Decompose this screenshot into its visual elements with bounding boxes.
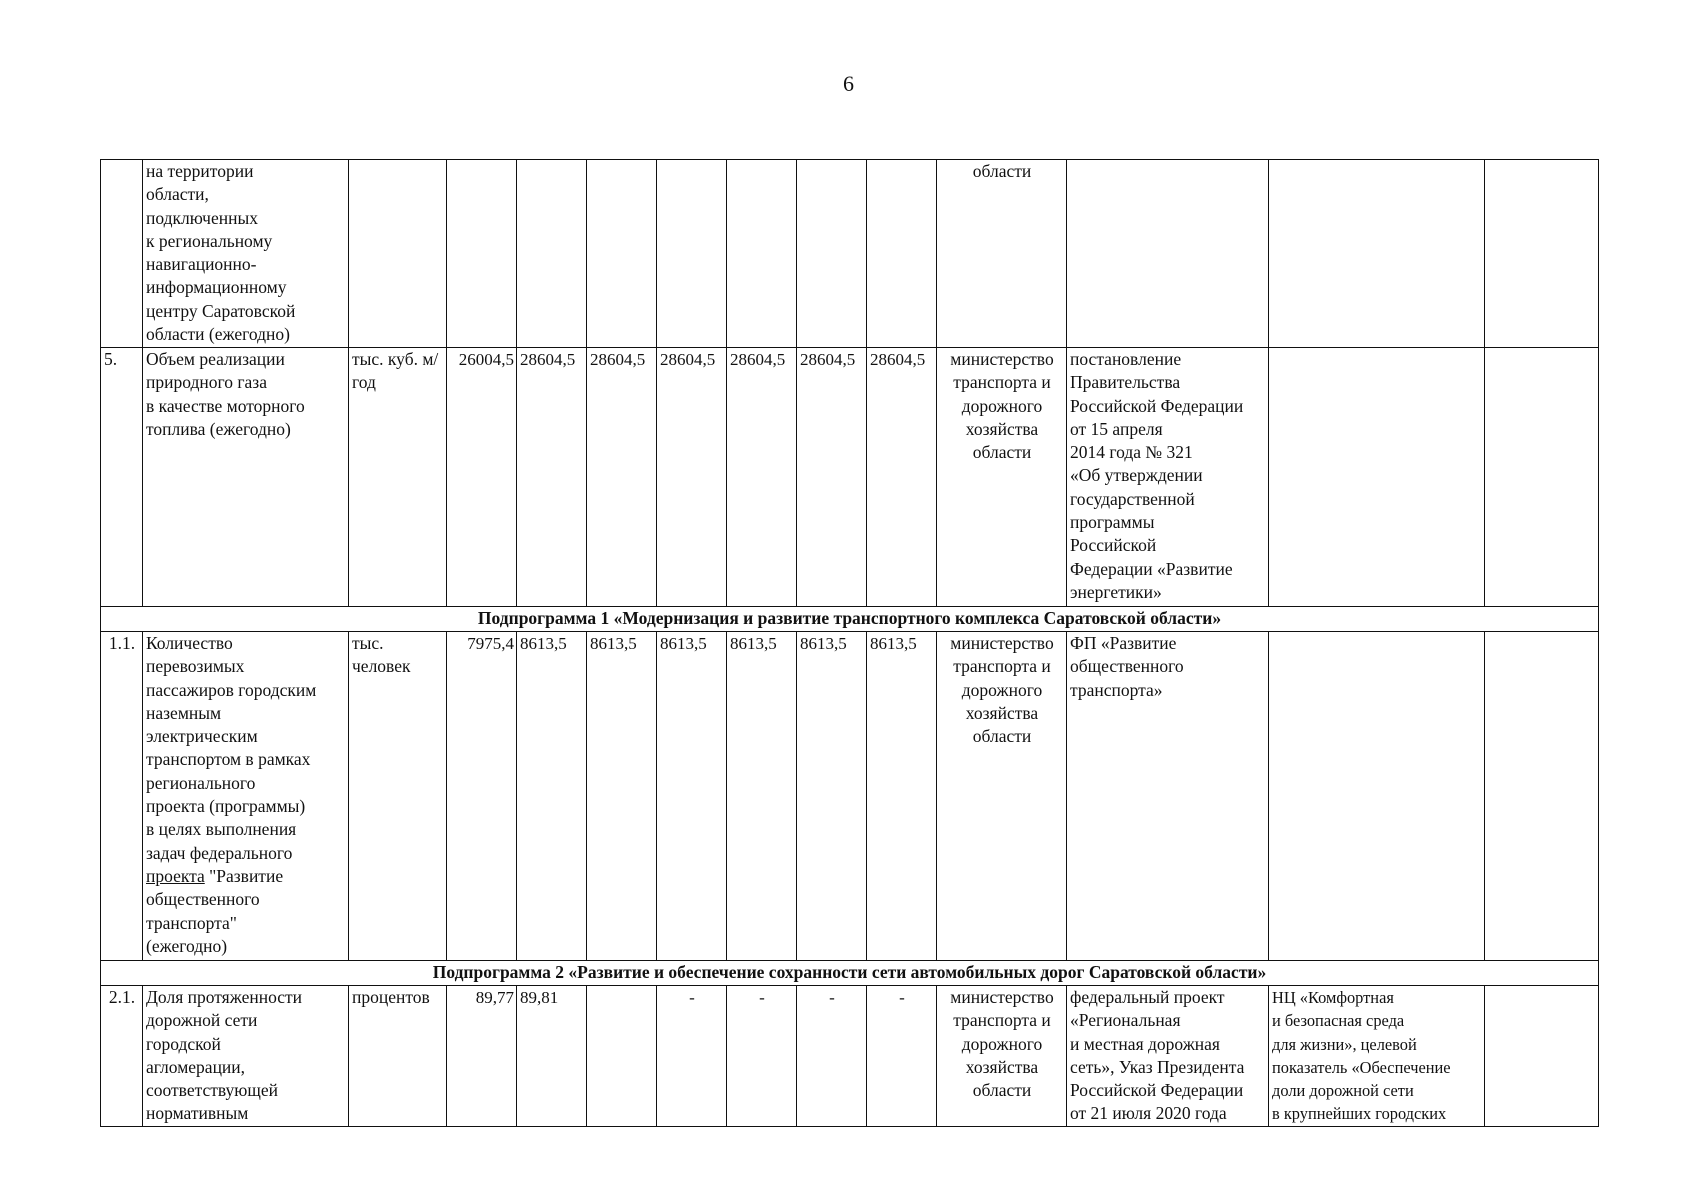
value-cell bbox=[447, 160, 517, 348]
indicator-name bbox=[143, 632, 349, 961]
indicator-name: Объем реализации природного газа в качестве моторного топлива (ежегодно) bbox=[143, 348, 349, 607]
responsible-executor: области bbox=[937, 160, 1067, 348]
row-number bbox=[101, 160, 143, 348]
value-cell: 8613,5 bbox=[587, 632, 657, 961]
table-row bbox=[101, 348, 1599, 607]
value-cell: 8613,5 bbox=[727, 632, 797, 961]
row-number: 5. bbox=[101, 348, 143, 607]
national-goal-link: НЦ «Комфортная и безопасная среда для жизни», целевой показатель «Обеспечение доли дорожной сети в крупнейших городских bbox=[1269, 986, 1485, 1127]
indicator-name: Доля протяженности дорожной сети городской агломерации, соответствующей нормативным bbox=[143, 986, 349, 1127]
basis-document: постановление Правительства Российской Федерации от 15 апреля 2014 года № 321 «Об утверждении государственной программы Российской Федерации «Развитие энергетики» bbox=[1067, 348, 1269, 607]
value-cell: 28604,5 bbox=[867, 348, 937, 607]
value-cell: 28604,5 bbox=[657, 348, 727, 607]
value-cell: 8613,5 bbox=[797, 632, 867, 961]
subprogram-row bbox=[101, 607, 1599, 632]
value-cell: 89,77 bbox=[447, 986, 517, 1127]
value-cell bbox=[587, 986, 657, 1127]
basis-document: федеральный проект «Региональная и местная дорожная сеть», Указ Президента Российской Федерации от 21 июля 2020 года bbox=[1067, 986, 1269, 1127]
value-cell bbox=[657, 160, 727, 348]
indicator-name: на территории области, подключенных к региональному навигационно- информационному центру Саратовской области (ежегодно) bbox=[143, 160, 349, 348]
value-cell bbox=[517, 160, 587, 348]
subprogram-title: Подпрограмма 1 «Модернизация и развитие транспортного комплекса Саратовской области» bbox=[101, 607, 1599, 632]
unit-cell: тыс. куб. м/год bbox=[349, 348, 447, 607]
table-row bbox=[101, 986, 1599, 1127]
subprogram-row bbox=[101, 961, 1599, 986]
basis-document bbox=[1067, 160, 1269, 348]
subprogram-title: Подпрограмма 2 «Развитие и обеспечение сохранности сети автомобильных дорог Саратовской области» bbox=[101, 961, 1599, 986]
empty-cell bbox=[1485, 986, 1599, 1127]
basis-document: ФП «Развитие общественного транспорта» bbox=[1067, 632, 1269, 961]
value-cell: 8613,5 bbox=[517, 632, 587, 961]
value-cell bbox=[587, 160, 657, 348]
empty-cell bbox=[1485, 160, 1599, 348]
value-cell bbox=[727, 160, 797, 348]
value-cell: 8613,5 bbox=[657, 632, 727, 961]
national-goal-link bbox=[1269, 348, 1485, 607]
unit-cell bbox=[349, 160, 447, 348]
indicator-name-part: "Развитие общественного транспорта" (ежегодно) bbox=[146, 865, 284, 956]
indicator-name-part: Количество перевозимых пассажиров городским наземным электрическим транспортом в рамках регионального проекта (программы) в целях выполнения задач федерального bbox=[146, 633, 317, 863]
national-goal-link bbox=[1269, 160, 1485, 348]
table-row bbox=[101, 160, 1599, 348]
value-cell: 28604,5 bbox=[517, 348, 587, 607]
value-cell: 28604,5 bbox=[587, 348, 657, 607]
value-cell bbox=[867, 160, 937, 348]
indicators-table bbox=[100, 159, 1599, 1127]
table-row bbox=[101, 632, 1599, 961]
value-cell: - bbox=[657, 986, 727, 1127]
value-cell: 26004,5 bbox=[447, 348, 517, 607]
empty-cell bbox=[1485, 632, 1599, 961]
value-cell: - bbox=[867, 986, 937, 1127]
federal-project-link[interactable]: проекта bbox=[146, 865, 205, 886]
national-goal-link bbox=[1269, 632, 1485, 961]
value-cell: - bbox=[727, 986, 797, 1127]
row-number: 2.1. bbox=[101, 986, 143, 1127]
empty-cell bbox=[1485, 348, 1599, 607]
unit-cell: тыс. человек bbox=[349, 632, 447, 961]
value-cell: 8613,5 bbox=[867, 632, 937, 961]
unit-cell: процентов bbox=[349, 986, 447, 1127]
value-cell: 28604,5 bbox=[727, 348, 797, 607]
value-cell: 28604,5 bbox=[797, 348, 867, 607]
value-cell: 7975,4 bbox=[447, 632, 517, 961]
row-number: 1.1. bbox=[101, 632, 143, 961]
page-number: 6 bbox=[843, 71, 854, 96]
value-cell: 89,81 bbox=[517, 986, 587, 1127]
responsible-executor: министерство транспорта и дорожного хозяйства области bbox=[937, 632, 1067, 961]
responsible-executor: министерство транспорта и дорожного хозяйства области bbox=[937, 986, 1067, 1127]
responsible-executor: министерство транспорта и дорожного хозяйства области bbox=[937, 348, 1067, 607]
value-cell: - bbox=[797, 986, 867, 1127]
value-cell bbox=[797, 160, 867, 348]
